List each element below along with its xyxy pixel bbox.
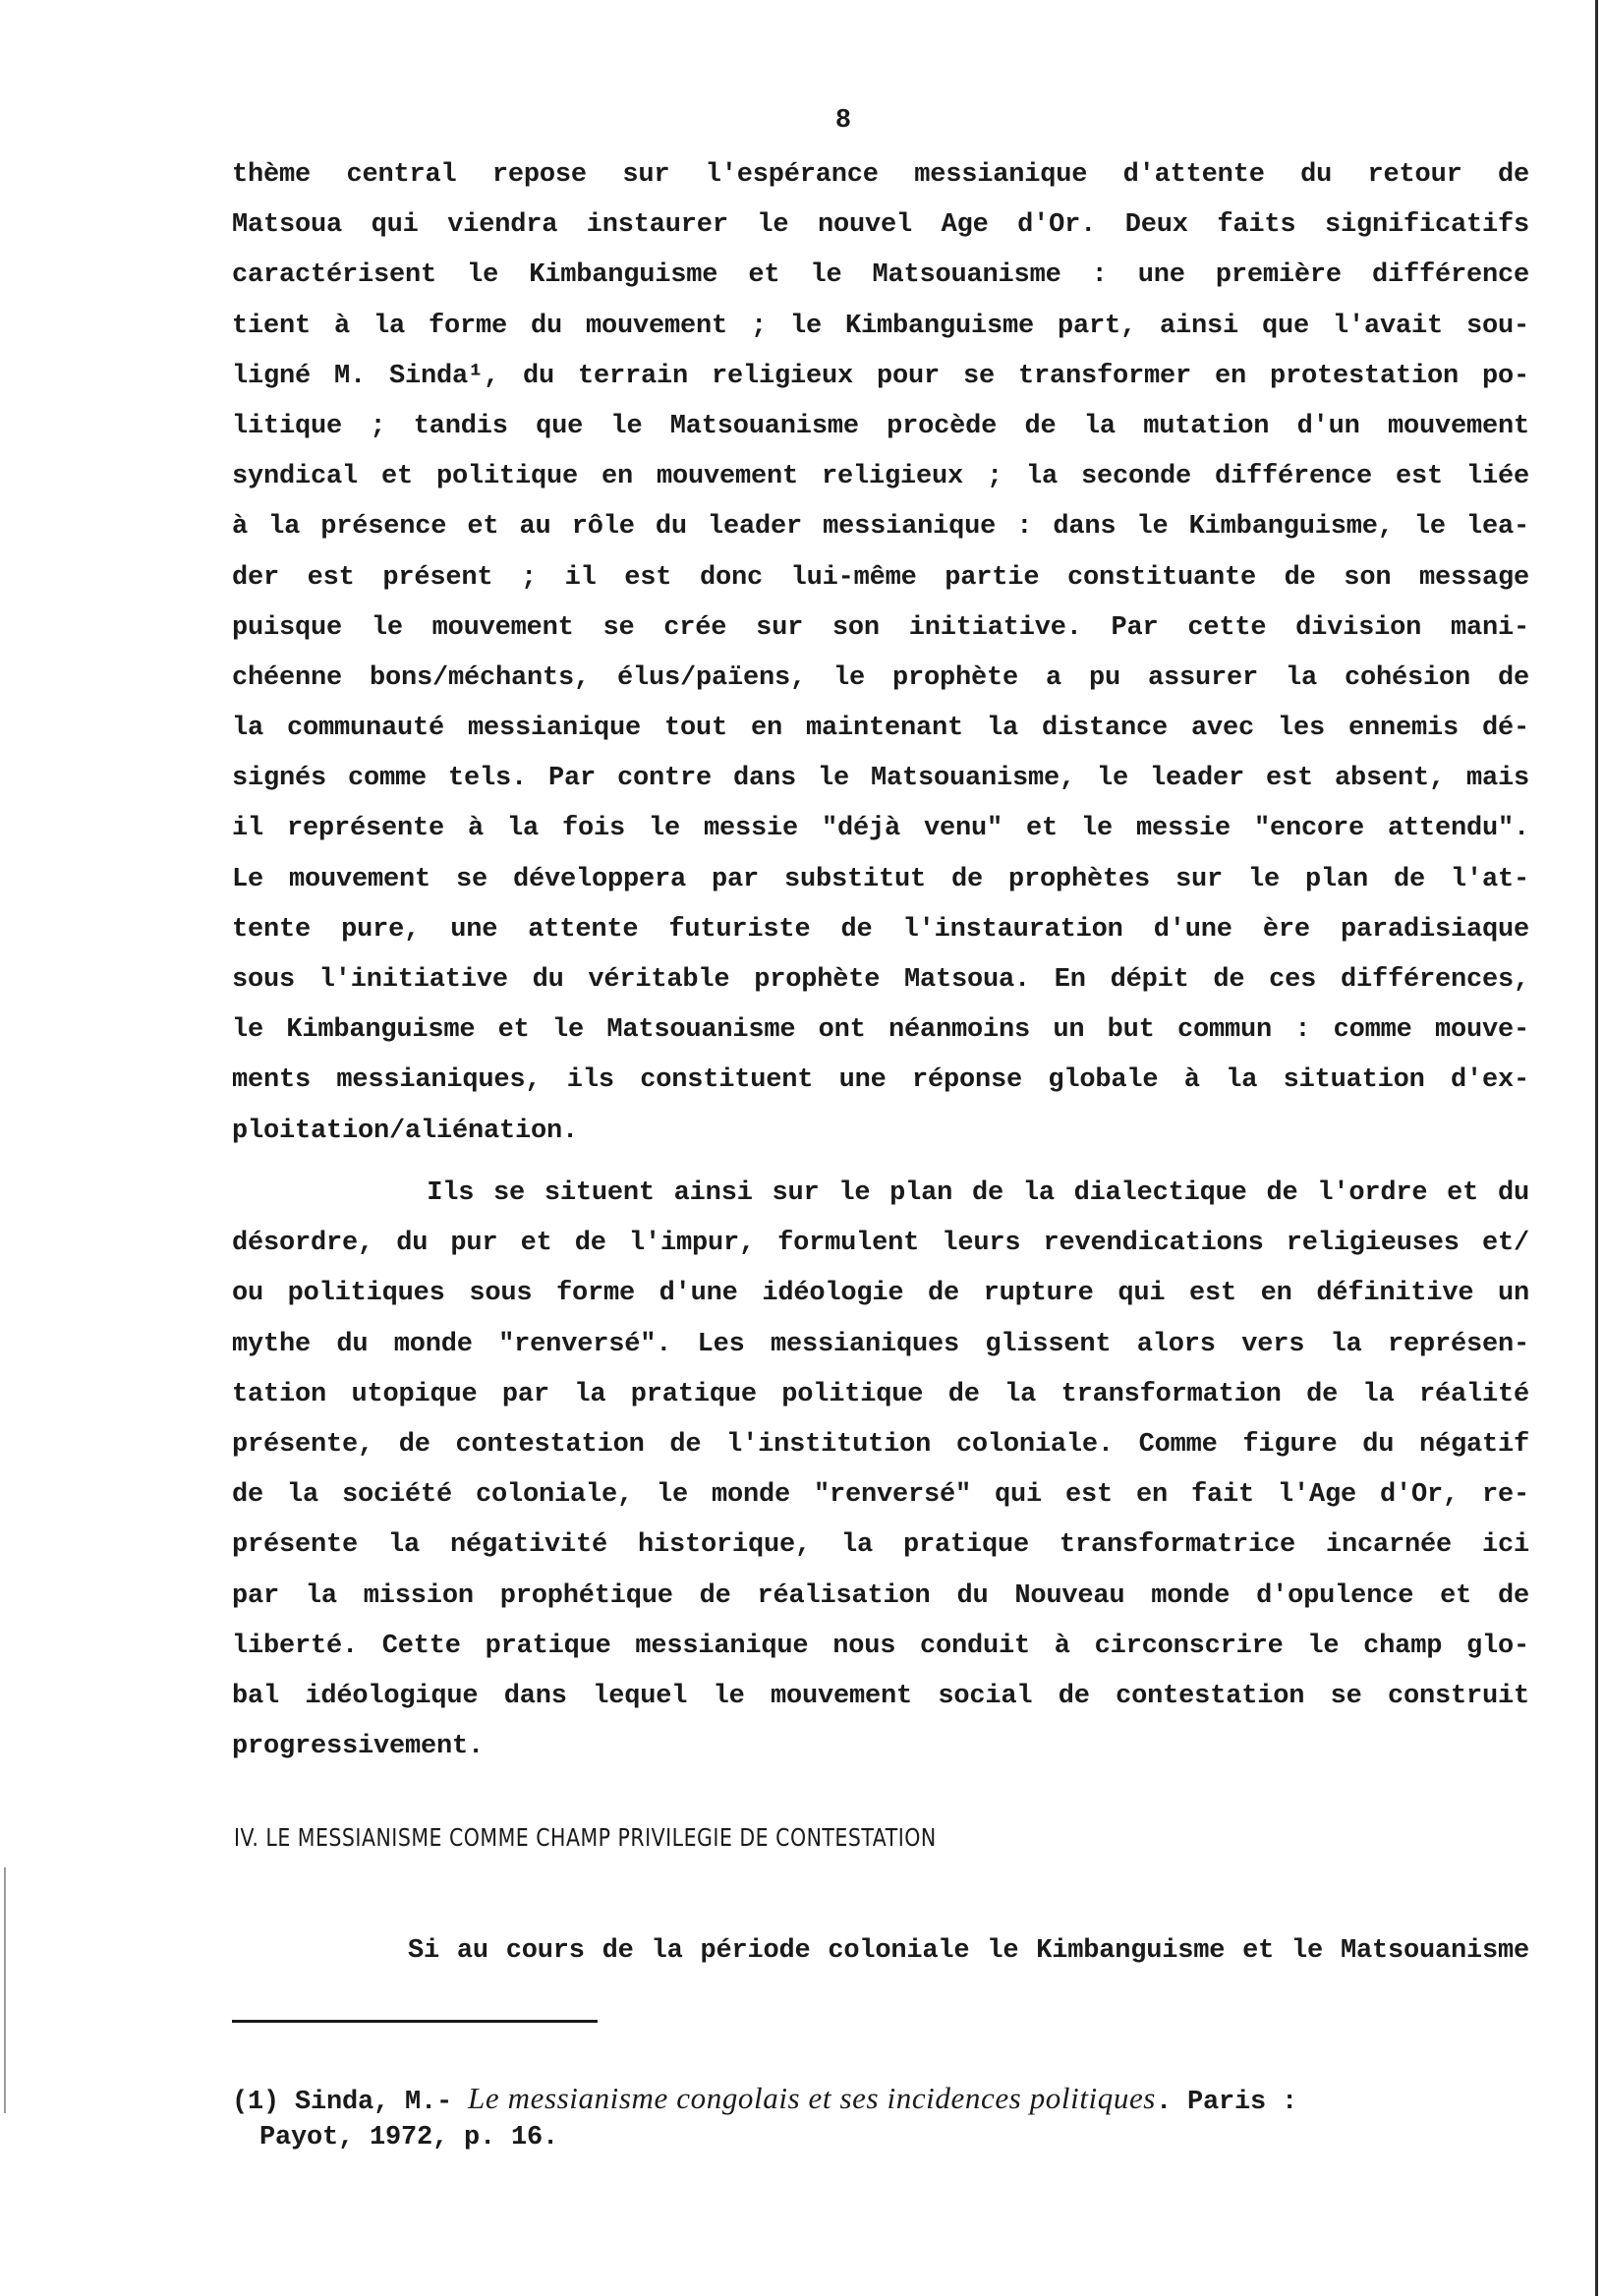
text-line: litique ; tandis que le Matsouanisme procède de la mutation d'un mouvement <box>232 411 1529 441</box>
text-line: Ils se situent ainsi sur le plan de la dialectique de l'ordre et du <box>232 1178 1529 1208</box>
footnote-book-title: Le messianisme congolais et ses incidences politiques <box>468 2081 1156 2115</box>
text-line: ou politiques sous forme d'une idéologie de rupture qui est en définitive un <box>232 1279 1529 1309</box>
page-number: 8 <box>834 106 852 136</box>
footnote-publisher-city: . Paris : <box>1155 2088 1297 2117</box>
text-line: tation utopique par la pratique politique de la transformation de la réalité <box>232 1379 1529 1409</box>
footnote <box>232 2079 1529 2157</box>
text-line: la communauté messianique tout en maintenant la distance avec les ennemis dé- <box>232 714 1529 744</box>
text-line: Le mouvement se développera par substitut de prophètes sur le plan de l'at- <box>232 864 1529 894</box>
text-line: présente la négativité historique, la pratique transformatrice incarnée ici <box>232 1530 1529 1561</box>
scan-edge-right <box>1595 0 1598 2296</box>
text-line: ploitation/aliénation. <box>232 1116 579 1146</box>
text-line: Matsoua qui viendra instaurer le nouvel Age d'Or. Deux faits significatifs <box>232 210 1529 241</box>
text-line: syndical et politique en mouvement religieux ; la seconde différence est liée <box>232 462 1529 492</box>
footnote-separator <box>232 2020 598 2023</box>
text-line: caractérisent le Kimbanguisme et le Matsouanisme : une première différence <box>232 260 1529 291</box>
text-line: puisque le mouvement se crée sur son initiative. Par cette division mani- <box>232 612 1529 643</box>
text-line: ligné M. Sinda¹, du terrain religieux pour se transformer en protestation po- <box>232 361 1529 391</box>
paragraph-3-first-line: Si au cours de la période coloniale le Kimbanguisme et le Matsouanisme <box>232 1936 1529 1966</box>
footnote-line-2: Payot, 1972, p. 16. <box>259 2123 559 2152</box>
paragraph-2 <box>232 1169 1529 1772</box>
footnote-line-1 <box>232 2079 1529 2118</box>
paragraph-1 <box>232 150 1529 1157</box>
text-line: mythe du monde "renversé". Les messianiques glissent alors vers la représen- <box>232 1329 1529 1359</box>
text-line: progressivement. <box>232 1732 485 1762</box>
text-line: le Kimbanguisme et le Matsouanisme ont néanmoins un but commun : comme mouve- <box>232 1015 1529 1046</box>
scan-edge-left <box>4 1867 6 2113</box>
text-line: à la présence et au rôle du leader messianique : dans le Kimbanguisme, le lea- <box>232 512 1529 543</box>
text-line: der est présent ; il est donc lui-même partie constituante de son message <box>232 562 1529 593</box>
text-line: signés comme tels. Par contre dans le Matsouanisme, le leader est absent, mais <box>232 764 1529 794</box>
text-line: ments messianiques, ils constituent une réponse globale à la situation d'ex- <box>232 1065 1529 1096</box>
text-line: de la société coloniale, le monde "renversé" qui est en fait l'Age d'Or, re- <box>232 1480 1529 1511</box>
text-line: présente, de contestation de l'institution coloniale. Comme figure du négatif <box>232 1429 1529 1460</box>
text-line: tente pure, une attente futuriste de l'instauration d'une ère paradisiaque <box>232 914 1529 945</box>
section-heading: IV. LE MESSIANISME COMME CHAMP PRIVILEGIE DE CONTESTATION <box>234 1823 937 1852</box>
text-line: il représente à la fois le messie "déjà venu" et le messie "encore attendu". <box>232 814 1529 844</box>
text-line: désordre, du pur et de l'impur, formulent leurs revendications religieuses et/ <box>232 1229 1529 1259</box>
text-line: bal idéologique dans lequel le mouvement social de contestation se construit <box>232 1681 1529 1711</box>
text-line: par la mission prophétique de réalisation du Nouveau monde d'opulence et de <box>232 1580 1529 1611</box>
text-line: tient à la forme du mouvement ; le Kimbanguisme part, ainsi que l'avait sou- <box>232 311 1529 341</box>
text-line: chéenne bons/méchants, élus/païens, le prophète a pu assurer la cohésion de <box>232 662 1529 693</box>
text-line: sous l'initiative du véritable prophète Matsoua. En dépit de ces différences, <box>232 965 1529 995</box>
text-line: thème central repose sur l'espérance messianique d'attente du retour de <box>232 160 1529 190</box>
footnote-marker: (1) Sinda, M.- <box>232 2088 469 2117</box>
text-line: liberté. Cette pratique messianique nous conduit à circonscrire le champ glo- <box>232 1631 1529 1661</box>
